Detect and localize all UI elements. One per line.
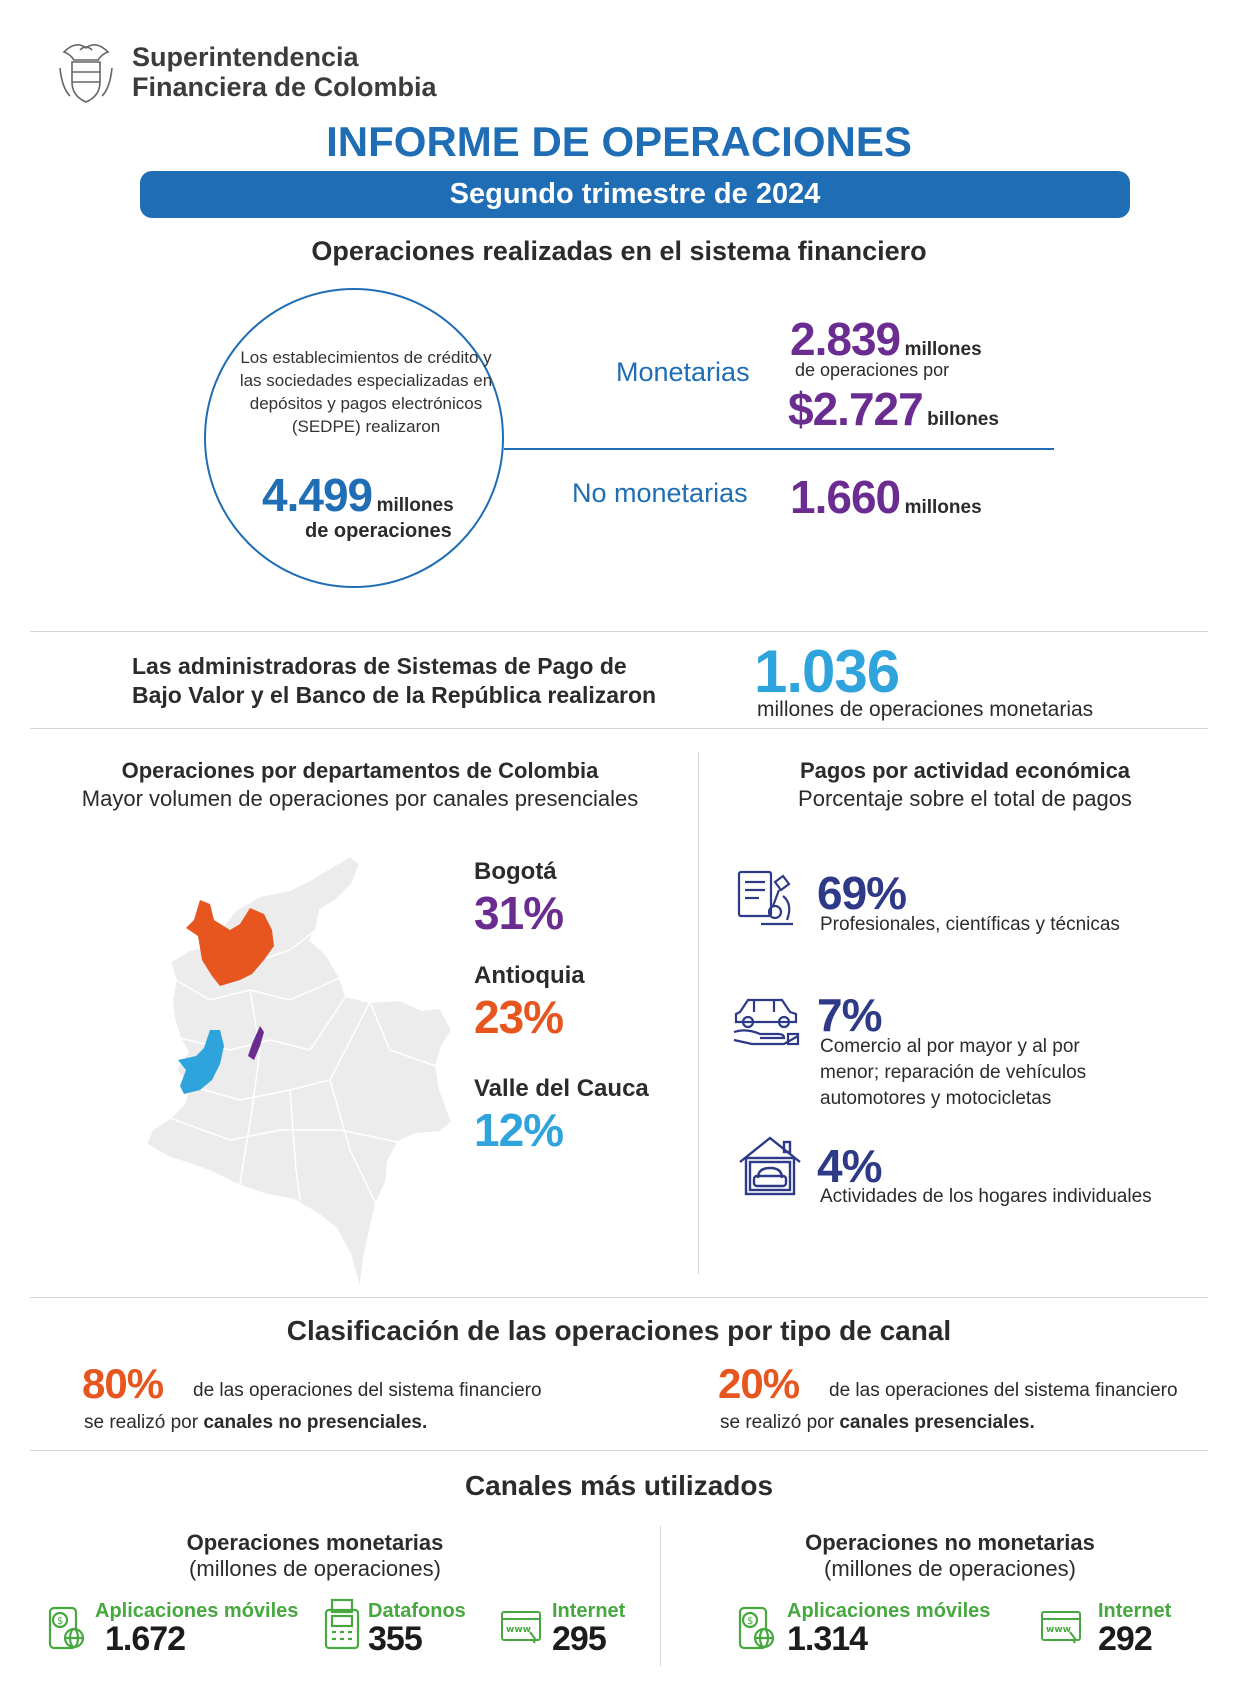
monetary-channel-label-1: Aplicaciones móviles — [95, 1600, 299, 1622]
mobile-app-icon — [44, 1604, 86, 1652]
coat-of-arms-logo — [56, 38, 116, 106]
activity-subtitle: Porcentaje sobre el total de pagos — [798, 786, 1132, 811]
department-name-valle: Valle del Cauca — [474, 1075, 649, 1102]
department-name-bogota: Bogotá — [474, 858, 557, 885]
svg-text:www: www — [1046, 1625, 1071, 1635]
www-browser-icon — [1040, 1610, 1082, 1644]
subtitle-banner — [140, 171, 1130, 218]
connector-line — [504, 448, 1054, 450]
monetarias-text: de operaciones por — [795, 360, 950, 380]
monetarias-number: 2.839 — [790, 313, 901, 365]
channels-heading: Canales más utilizados — [464, 1470, 774, 1501]
channel-type-right-text1: de las operaciones del sistema financiero — [829, 1380, 1178, 1401]
activity-label-2-line1: Comercio al por mayor y al por — [820, 1036, 1080, 1057]
non-monetary-channel-value-1: 1.314 — [787, 1620, 868, 1658]
non-monetary-channels-title: Operaciones no monetarias — [805, 1530, 1095, 1555]
mobile-app-icon — [734, 1604, 776, 1652]
circle-number: 4.499 — [262, 469, 373, 521]
activity-label-2-line2: menor; reparación de vehículos — [820, 1062, 1087, 1083]
channel-type-left-text1: de las operaciones del sistema financiero — [193, 1380, 542, 1401]
departments-subtitle: Mayor volumen de operaciones por canales presenciales — [81, 786, 639, 811]
svg-text:$: $ — [57, 1616, 64, 1627]
non-monetary-channel-label-1: Aplicaciones móviles — [787, 1600, 991, 1622]
department-value-valle: 12% — [474, 1104, 564, 1156]
monetary-channel-value-3: 295 — [552, 1620, 606, 1658]
svg-text:$: $ — [747, 1616, 754, 1627]
monetarias-unit: millones — [904, 339, 982, 360]
monetary-channels-title: Operaciones monetarias — [186, 1530, 444, 1555]
divider — [30, 1297, 1208, 1298]
monetary-channel-value-1: 1.672 — [105, 1620, 186, 1658]
vertical-divider — [660, 1526, 661, 1666]
circle-unit: millones — [376, 495, 454, 516]
channel-type-left-prefix: se realizó por — [84, 1412, 204, 1433]
subtitle-text: Segundo trimestre de 2024 — [449, 178, 821, 210]
payments-text-line2: Bajo Valor y el Banco de la República realizaron — [132, 682, 657, 708]
channel-type-heading: Clasificación de las operaciones por tipo de canal — [286, 1315, 952, 1346]
divider — [30, 1450, 1208, 1451]
www-browser-icon — [500, 1610, 542, 1644]
org-name-line1: Superintendencia — [132, 42, 359, 72]
activity-label-2-line3: automotores y motocicletas — [820, 1088, 1052, 1109]
department-value-bogota: 31% — [474, 887, 564, 939]
no-monetarias-label: No monetarias — [572, 478, 748, 508]
activity-value-3: 4% — [817, 1140, 882, 1192]
monetarias-label: Monetarias — [616, 357, 750, 387]
monetary-channels-subtitle: (millones de operaciones) — [189, 1556, 441, 1581]
vertical-divider — [698, 752, 699, 1274]
department-name-antioquia: Antioquia — [474, 962, 585, 989]
divider — [30, 728, 1208, 729]
page-title: INFORME DE OPERACIONES — [326, 118, 912, 165]
departments-title: Operaciones por departamentos de Colombia — [121, 758, 599, 783]
monetarias-amount-unit: billones — [927, 409, 999, 430]
channel-type-left-bold: canales no presenciales. — [203, 1412, 428, 1433]
non-monetary-channels-subtitle: (millones de operaciones) — [824, 1556, 1076, 1581]
activity-label-3: Actividades de los hogares individuales — [820, 1186, 1152, 1207]
science-document-icon — [735, 868, 797, 930]
circle-unit-line2: de operaciones — [305, 520, 452, 542]
circle-description: Los establecimientos de crédito y las sociedades especializadas en depósitos y pagos electrónicos (SEDPE) realizaron — [239, 348, 493, 436]
monetary-channel-label-3: Internet — [552, 1600, 626, 1622]
channel-type-right-value: 20% — [718, 1360, 800, 1407]
payments-number: 1.036 — [754, 638, 900, 705]
monetary-channel-label-2: Datafonos — [368, 1600, 466, 1622]
channel-type-right-prefix: se realizó por — [720, 1412, 840, 1433]
org-name-line2: Financiera de Colombia — [132, 72, 437, 102]
channel-type-right-bold: canales presenciales. — [839, 1412, 1035, 1433]
activity-value-1: 69% — [817, 867, 907, 919]
monetarias-amount: $2.727 — [788, 383, 923, 435]
svg-text:www: www — [506, 1625, 531, 1635]
department-value-antioquia: 23% — [474, 991, 564, 1043]
activity-label-1: Profesionales, científicas y técnicas — [820, 914, 1120, 935]
non-monetary-channel-label-2: Internet — [1098, 1600, 1172, 1622]
pos-terminal-icon — [322, 1598, 362, 1650]
divider — [30, 631, 1208, 632]
activity-value-2: 7% — [817, 989, 882, 1041]
colombia-map — [140, 850, 460, 1290]
non-monetary-channel-value-2: 292 — [1098, 1620, 1152, 1658]
monetary-channel-value-2: 355 — [368, 1620, 422, 1658]
financial-section-heading: Operaciones realizadas en el sistema financiero — [311, 236, 927, 266]
no-monetarias-unit: millones — [904, 497, 982, 518]
channel-type-left-value: 80% — [82, 1360, 164, 1407]
home-armchair-icon — [736, 1134, 804, 1198]
payments-text-line1: Las administradoras de Sistemas de Pago de — [132, 653, 627, 679]
no-monetarias-number: 1.660 — [790, 471, 901, 523]
payments-unit: millones de operaciones monetarias — [757, 698, 1094, 721]
activity-title: Pagos por actividad económica — [799, 758, 1131, 783]
car-hand-icon — [730, 990, 802, 1048]
summary-circle — [204, 288, 504, 588]
